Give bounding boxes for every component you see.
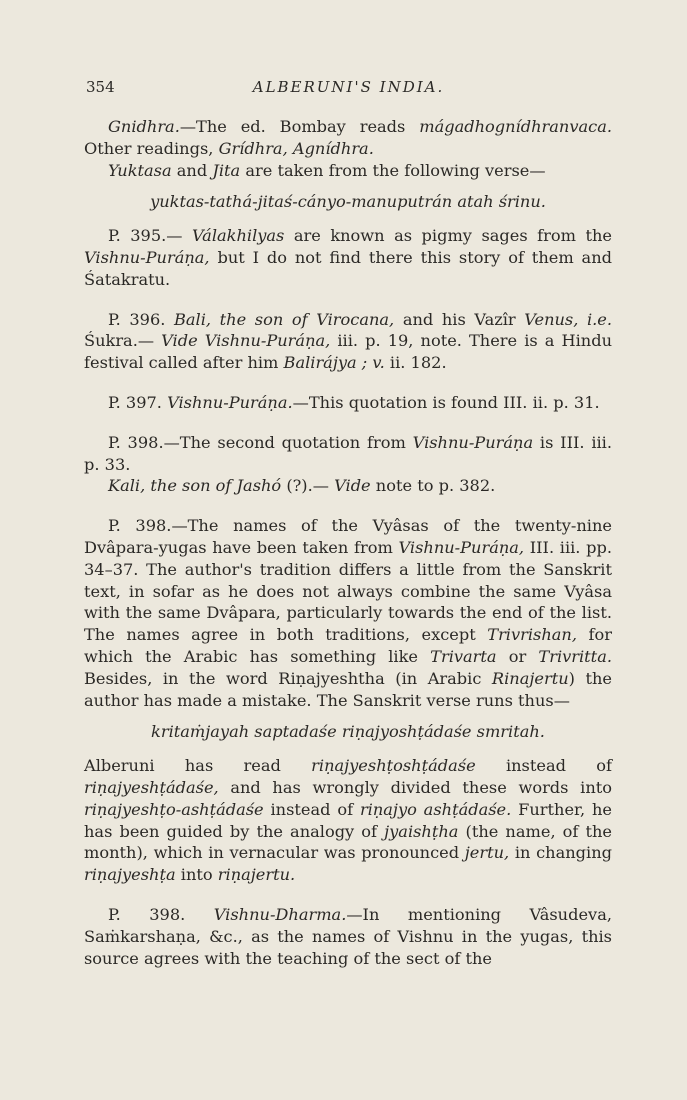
- text-run: jyaishṭha: [384, 821, 459, 841]
- verse-line: yuktas-tathá-jitaś-cányo-manuputrán atah śrinu.: [150, 192, 546, 212]
- text-run: P. 398.: [108, 904, 214, 924]
- text-run: Vide Vishnu-Puráṇa,: [161, 331, 331, 351]
- text-run: Trivritta.: [538, 646, 612, 666]
- text-run: P. 397.: [108, 392, 168, 412]
- body-text: [84, 116, 612, 969]
- text-run: note to p. 382.: [370, 476, 496, 496]
- text-run: riṇajyeshṭo-ashṭádaśe: [84, 799, 264, 819]
- text-run: —This quotation is found III. ii. p. 31.: [292, 392, 600, 412]
- text-run: but I do not find there this story of them and Śatakratu.: [84, 247, 612, 289]
- page-header: [86, 78, 611, 100]
- paragraph: [84, 432, 612, 476]
- text-run: jertu,: [464, 843, 510, 863]
- text-run: —In mentioning Vâsudeva, Saṁkarshaṇa, &c., as the names of Vishnu in the yugas, this source agrees with the teaching of the sect of the: [84, 904, 612, 968]
- text-run: riṇajyo ashṭádaśe.: [359, 799, 512, 819]
- text-run: P. 398.—The second quotation from: [108, 432, 413, 452]
- text-run: Grídhra, Agnídhra.: [218, 138, 374, 158]
- text-run: Vishnu-Puráṇa.: [167, 392, 293, 412]
- text-run: Besides, in the word Riṇajyeshtha (in Arabic: [84, 668, 492, 688]
- text-run: Vide: [334, 476, 371, 496]
- text-run: is III. iii. p. 33.: [84, 432, 612, 474]
- text-run: Válakhilyas: [191, 226, 285, 246]
- text-run: Vishnu-Dharma.: [213, 904, 347, 924]
- text-run: Jita: [212, 160, 241, 180]
- text-run: Bali, the son of Virocana,: [174, 309, 395, 329]
- text-run: and: [171, 160, 213, 180]
- text-run: iii. p. 19, note. There is a Hindu festival called after him: [84, 331, 612, 373]
- text-run: Gnidhra.: [108, 117, 180, 136]
- text-run: and his Vazîr: [394, 309, 525, 329]
- text-run: Kali, the son of Jashó: [108, 476, 282, 496]
- text-run: into: [175, 865, 218, 885]
- page-number: 354: [86, 78, 115, 96]
- text-run: P. 395.—: [108, 226, 192, 246]
- running-head: ALBERUNI'S INDIA.: [252, 78, 445, 96]
- paragraph: [84, 904, 612, 969]
- text-run: and has wrongly divided these words into: [218, 777, 612, 797]
- text-run: Trivrishan,: [487, 625, 577, 645]
- text-run: Other readings,: [84, 138, 219, 158]
- text-run: P. 398.—The names of the Vyâsas of the twenty-nine Dvâpara-yugas have been taken from: [84, 516, 612, 557]
- paragraph: [84, 309, 612, 374]
- text-run: or: [496, 646, 539, 666]
- text-run: riṇajyeshṭádaśe,: [84, 777, 219, 797]
- text-run: mágadhognídhranvaca.: [419, 117, 612, 136]
- text-run: (?).—: [281, 476, 335, 496]
- text-run: Śukra.—: [84, 331, 162, 351]
- text-run: Vishnu-Puráṇa: [412, 432, 534, 452]
- paragraph: [84, 392, 612, 414]
- text-run: instead of: [263, 799, 360, 819]
- paragraph: [84, 160, 612, 182]
- text-run: III. iii. pp. 34–37. The author's tradition differs a little from the Sanskrit text, in sofar as he does not always combine the same Vyâsa with the same Dvâpara, particularly towards the end of the list. The names agree in both traditions, except: [84, 537, 613, 645]
- paragraph: [84, 515, 612, 711]
- text-run: Rinajertu: [491, 668, 569, 688]
- text-run: Venus, i.e.: [524, 309, 613, 329]
- text-run: are known as pigmy sages from the: [284, 226, 612, 246]
- paragraph: [84, 116, 612, 160]
- text-run: Balirájya ; v.: [283, 353, 385, 373]
- text-run: riṇajyeshṭa: [84, 865, 176, 885]
- text-run: Trivarta: [430, 646, 497, 666]
- text-run: for which the Arabic has something like: [84, 625, 612, 666]
- text-run: Vishnu-Puráṇa,: [84, 247, 210, 267]
- text-run: riṇajyeshṭoshṭádaśe: [311, 756, 476, 776]
- paragraph: [84, 755, 612, 886]
- text-run: Yuktasa: [108, 160, 172, 180]
- text-run: (the name, of the month), which in vernacular was pronounced: [84, 821, 613, 863]
- text-run: —The ed. Bombay reads: [179, 117, 420, 136]
- text-run: are taken from the following verse—: [240, 160, 546, 180]
- text-run: ) the author has made a mistake. The Sanskrit verse runs thus—: [84, 668, 612, 710]
- text-run: Alberuni has read: [84, 756, 312, 776]
- text-run: Further, he has been guided by the analogy of: [84, 799, 612, 841]
- text-run: in changing: [509, 843, 612, 863]
- paragraph: [84, 475, 612, 497]
- text-run: riṇajertu.: [217, 865, 296, 885]
- text-run: ii. 182.: [384, 353, 447, 373]
- text-run: instead of: [475, 756, 612, 776]
- text-run: Vishnu-Puráṇa,: [398, 537, 525, 557]
- verse-line: kritaṁjayah saptadaśe riṇajyoshṭádaśe smritah.: [151, 722, 545, 742]
- text-run: P. 396.: [108, 309, 175, 329]
- paragraph: [84, 225, 612, 290]
